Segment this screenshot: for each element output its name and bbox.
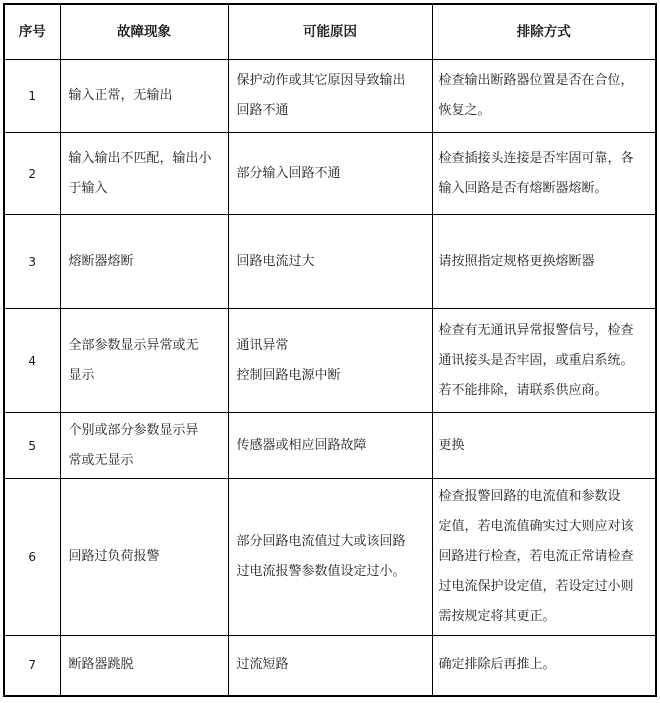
cause-line: 回路电流过大 [236, 253, 315, 269]
table-row [4, 636, 656, 696]
cause-line: 部分输入回路不通 [236, 165, 341, 181]
table-row [4, 309, 656, 413]
fix-line: 更换 [438, 437, 465, 453]
row-cause [228, 479, 432, 636]
row-no: 5 [4, 413, 60, 479]
row-no: 4 [4, 309, 60, 413]
cause-line: 通讯异常 [236, 337, 289, 353]
row-no: 7 [4, 636, 60, 696]
row-cause [228, 133, 432, 215]
row-no: 6 [4, 479, 60, 636]
row-no: 1 [4, 60, 60, 133]
row-fix [432, 309, 656, 413]
fix-line: 检查输出断路器位置是否在合位， [438, 73, 634, 88]
fix-line: 回路进行检查，若电流正常请检查 [438, 549, 634, 564]
row-symptom [60, 479, 228, 636]
symptom-line: 熔断器熔断 [68, 253, 134, 269]
row-symptom [60, 636, 228, 696]
cause-line: 部分回路电流值过大或该回路 [236, 534, 406, 549]
fix-line: 请按照指定规格更换熔断器 [438, 253, 595, 269]
fix-line: 若不能排除，请联系供应商。 [438, 382, 608, 398]
fix-line: 需按规定将其更正。 [438, 609, 556, 624]
row-cause [228, 413, 432, 479]
fix-line: 过电流保护设定值，若设定过小则 [438, 579, 634, 594]
fix-line: 恢复之。 [438, 103, 491, 118]
fix-line: 输入回路是否有熔断器熔断。 [438, 180, 608, 196]
header-cause: 可能原因 [228, 4, 432, 60]
row-fix [432, 60, 656, 133]
symptom-line: 回路过负荷报警 [68, 549, 160, 564]
row-fix [432, 413, 656, 479]
symptom-line: 个别或部分参数显示异 [68, 422, 199, 438]
row-symptom [60, 309, 228, 413]
table-row [4, 479, 656, 636]
symptom-line: 输入正常，无输出 [68, 88, 173, 103]
header-symptom: 故障现象 [60, 4, 228, 60]
cause-line: 保护动作或其它原因导致输出 [236, 73, 406, 88]
cause-line: 回路不通 [236, 103, 289, 118]
cause-line: 传感器或相应回路故障 [236, 437, 367, 453]
cause-line: 控制回路电源中断 [236, 367, 341, 383]
symptom-line: 于输入 [68, 180, 108, 196]
fault-table [3, 3, 657, 697]
table-row [4, 215, 656, 309]
row-fix [432, 133, 656, 215]
row-fix [432, 636, 656, 696]
row-no: 2 [4, 133, 60, 215]
symptom-line: 常或无显示 [68, 452, 134, 468]
symptom-line: 输入输出不匹配，输出小 [68, 150, 212, 166]
symptom-line: 全部参数显示异常或无 [68, 337, 199, 353]
row-cause [228, 309, 432, 413]
cause-line: 过流短路 [236, 657, 289, 673]
fix-line: 检查有无通讯异常报警信号，检查 [438, 322, 634, 338]
row-cause [228, 636, 432, 696]
symptom-line: 显示 [68, 367, 95, 383]
row-symptom [60, 215, 228, 309]
fix-line: 定值，若电流值确实过大则应对该 [438, 519, 634, 534]
row-symptom [60, 60, 228, 133]
header-fix: 排除方式 [432, 4, 656, 60]
row-cause [228, 215, 432, 309]
row-symptom [60, 413, 228, 479]
table-row [4, 133, 656, 215]
fix-line: 确定排除后再推上。 [438, 657, 556, 673]
header-row [4, 4, 656, 60]
fix-line: 检查插接头连接是否牢固可靠，各 [438, 150, 634, 166]
row-no: 3 [4, 215, 60, 309]
symptom-line: 断路器跳脱 [68, 657, 134, 673]
fix-line: 检查报警回路的电流值和参数设 [438, 489, 621, 504]
fix-line: 通讯接头是否牢固，或重启系统。 [438, 352, 634, 368]
row-symptom [60, 133, 228, 215]
cause-line: 过电流报警参数值设定过小。 [236, 564, 406, 579]
row-fix [432, 479, 656, 636]
table-row [4, 60, 656, 133]
table-row [4, 413, 656, 479]
row-fix [432, 215, 656, 309]
header-no: 序号 [4, 4, 60, 60]
row-cause [228, 60, 432, 133]
